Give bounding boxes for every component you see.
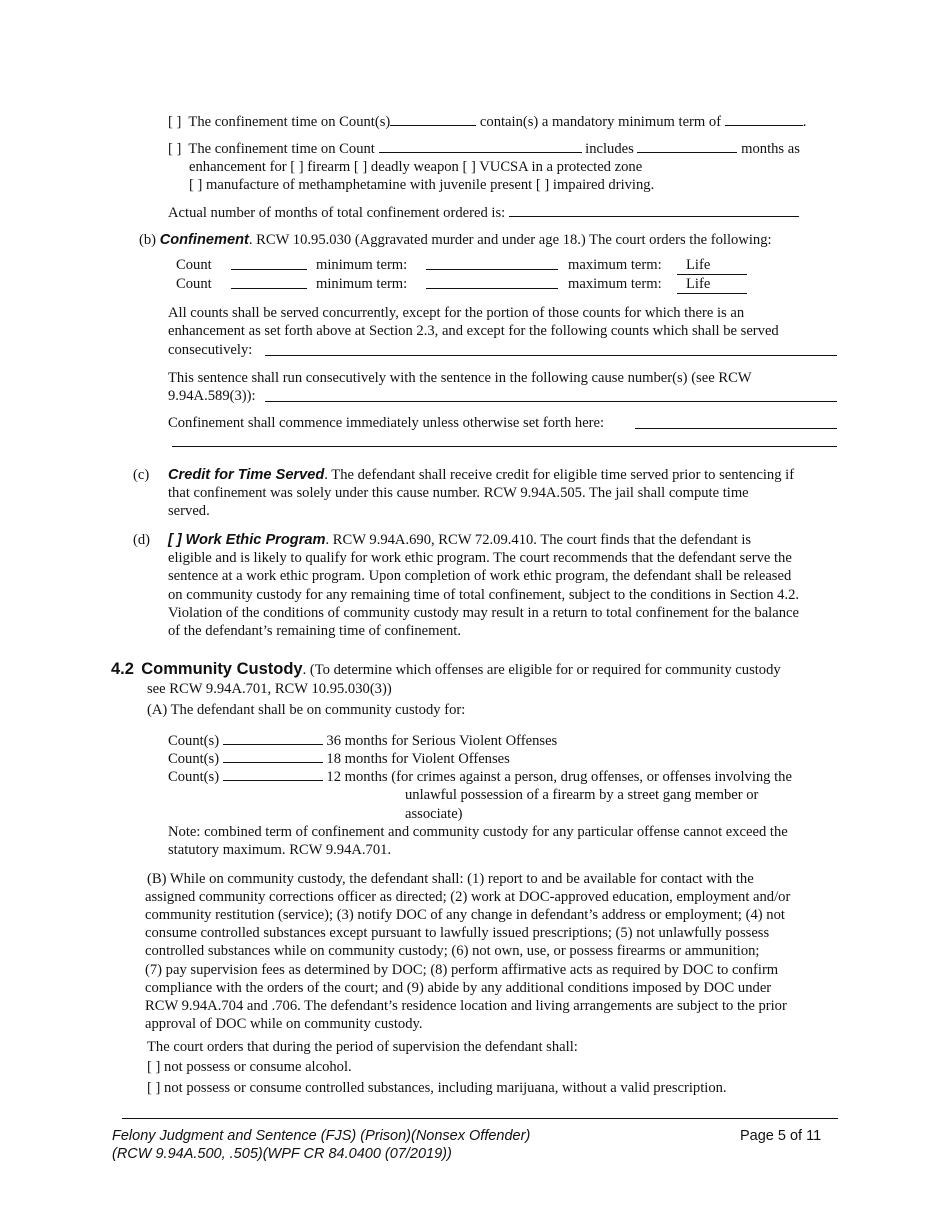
section-B-line: (7) pay supervision fees as determined by DOC; (8) perform affirmative acts as required by DOC to confirm — [145, 962, 779, 978]
actual-months-label: Actual number of months of total confinement ordered is: — [168, 205, 506, 221]
concurrent-line-2: enhancement as set forth above at Section 2.3, and except for the following counts which shall be served — [168, 323, 779, 339]
section-B-line: (B) While on community custody, the defendant shall: (1) report to and be available for contact with the — [147, 871, 754, 887]
section-B-line: compliance with the orders of the court; and (9) abide by any additional conditions imposed by DOC under — [145, 980, 772, 996]
count-blank[interactable] — [223, 750, 323, 763]
count-blank[interactable] — [223, 768, 323, 781]
section-42-title: Community Custody — [141, 660, 303, 678]
custody-term: 36 months for Serious Violent Offenses — [326, 733, 558, 749]
enhancement-text-a: The confinement time on Count — [188, 141, 375, 157]
custody-count-row — [168, 732, 557, 750]
commence-blank-2[interactable] — [172, 446, 837, 447]
footer-divider — [122, 1118, 838, 1119]
actual-months-blank[interactable] — [509, 204, 799, 217]
custody-count-row — [168, 750, 510, 768]
option-no-alcohol[interactable]: [ ] not possess or consume alcohol. — [147, 1059, 352, 1075]
section-42-text: . (To determine which offenses are eligible for or required for community custody — [302, 662, 781, 678]
section-d-line-1 — [168, 531, 751, 549]
option-no-controlled-substances[interactable]: [ ] not possess or consume controlled substances, including marijuana, without a valid prescription. — [147, 1080, 727, 1096]
section-B-line: community restitution (service); (3) notify DOC of any change in defendant’s address or employment; (4) not — [145, 907, 785, 923]
section-b-label: (b) — [139, 232, 157, 248]
consecutively-blank[interactable] — [265, 355, 837, 356]
min-term-label: minimum term: — [316, 276, 408, 292]
mandatory-min-text-a: The confinement time on Count(s) — [188, 114, 391, 130]
section-42-A: (A) The defendant shall be on community custody for: — [147, 702, 466, 718]
enhancement-text-c: months as — [741, 141, 800, 157]
min-term-blank[interactable] — [426, 276, 558, 289]
count-label: Count — [176, 257, 212, 273]
enhancement-line-3: [ ] manufacture of methamphetamine with juvenile present [ ] impaired driving. — [189, 177, 655, 193]
consecutive-line-2 — [168, 387, 256, 405]
footer-title-2: (RCW 9.94A.500, .505)(WPF CR 84.0400 (07/2019)) — [112, 1146, 452, 1162]
footer-title-1: Felony Judgment and Sentence (FJS) (Prison)(Nonsex Offender) — [112, 1128, 531, 1144]
note-line-1: Note: combined term of confinement and community custody for any particular offense cannot exceed the — [168, 824, 788, 840]
section-42-number: 4.2 — [111, 660, 134, 678]
custody-term-cont-2: associate) — [405, 806, 463, 822]
concurrent-line-3 — [168, 341, 252, 359]
section-d-line-2: eligible and is likely to qualify for work ethic program. The court recommends that the defendant serve the — [168, 550, 792, 566]
max-term-value: Life — [677, 256, 747, 275]
max-term-value: Life — [677, 275, 747, 294]
section-c-line-1 — [168, 466, 794, 484]
section-c-line-2: that confinement was solely under this cause number. RCW 9.94A.505. The jail shall compute time — [168, 485, 749, 501]
page-number: Page 5 of 11 — [740, 1128, 822, 1144]
count-blank[interactable] — [379, 140, 582, 153]
checkbox[interactable]: [ ] — [168, 114, 182, 130]
cause-number-blank[interactable] — [265, 401, 837, 402]
count-blank[interactable] — [390, 113, 476, 126]
concurrent-line-1: All counts shall be served concurrently, except for the portion of those counts for which there is an — [168, 305, 745, 321]
count-label: Count(s) — [168, 769, 220, 785]
custody-term: 18 months for Violent Offenses — [326, 751, 510, 767]
custody-count-row — [168, 768, 792, 786]
section-c-line-3: served. — [168, 503, 210, 519]
section-d-title: Work Ethic Program — [185, 532, 326, 548]
section-42-line-2: see RCW 9.94A.701, RCW 10.95.030(3)) — [147, 681, 392, 697]
actual-months-line — [168, 204, 799, 222]
term-blank[interactable] — [725, 113, 803, 126]
section-B-line: RCW 9.94A.704 and .706. The defendant’s residence location and living arrangements are subject to the prior — [145, 998, 787, 1014]
count-blank[interactable] — [231, 257, 307, 270]
section-B-line: controlled substances while on community custody; (6) not own, use, or possess firearms or ammunition; — [145, 943, 760, 959]
enhancement-text-b: includes — [585, 141, 634, 157]
count-label: Count(s) — [168, 733, 220, 749]
section-b-title: Confinement — [159, 232, 249, 248]
max-term-label: maximum term: — [568, 276, 662, 292]
section-b-heading — [139, 231, 772, 249]
custody-term: 12 months (for crimes against a person, drug offenses, or offenses involving the — [326, 769, 792, 785]
period: . — [802, 114, 807, 130]
section-d-text: . RCW 9.94A.690, RCW 72.09.410. The court finds that the defendant is — [325, 532, 752, 548]
section-B-line: assigned community corrections officer as directed; (2) work at DOC-approved education, employment and/or — [145, 889, 791, 905]
court-orders-line: The court orders that during the period of supervision the defendant shall: — [147, 1039, 578, 1055]
mandatory-min-text-b: contain(s) a mandatory minimum term of — [479, 114, 722, 130]
section-c-text: . The defendant shall receive credit for eligible time served prior to sentencing if — [324, 467, 795, 483]
mandatory-minimum-line — [168, 113, 806, 131]
commence-label: Confinement shall commence immediately unless otherwise set forth here: — [168, 415, 605, 431]
section-c-title: Credit for Time Served — [168, 467, 325, 483]
cause-number-label: 9.94A.589(3)): — [168, 388, 256, 404]
section-42-heading — [111, 660, 781, 679]
enhancement-line-1 — [168, 140, 800, 158]
consecutively-label: consecutively: — [168, 342, 253, 358]
commence-blank-1[interactable] — [635, 428, 837, 429]
count-label: Count(s) — [168, 751, 220, 767]
note-line-2: statutory maximum. RCW 9.94A.701. — [168, 842, 392, 858]
section-b-text: . RCW 10.95.030 (Aggravated murder and under age 18.) The court orders the following: — [248, 232, 772, 248]
commence-line — [168, 414, 604, 432]
section-d-line-5: Violation of the conditions of community custody may result in a return to total confinement for the balance — [168, 605, 799, 621]
count-label: Count — [176, 276, 212, 292]
section-B-line: approval of DOC while on community custody. — [145, 1016, 423, 1032]
section-d-line-4: on community custody for any remaining time of total confinement, subject to the conditions in Section 4.2. — [168, 587, 800, 603]
max-term-label: maximum term: — [568, 257, 662, 273]
count-blank[interactable] — [223, 732, 323, 745]
section-B-line: consume controlled substances except pursuant to lawfully issued prescriptions; (5) not unlawfully possess — [145, 925, 770, 941]
custody-term-cont-1: unlawful possession of a firearm by a street gang member or — [405, 787, 759, 803]
section-c-label: (c) — [133, 467, 150, 483]
section-d-line-6: of the defendant’s remaining time of confinement. — [168, 623, 461, 639]
consecutive-line-1: This sentence shall run consecutively with the sentence in the following cause number(s) (see RCW — [168, 370, 752, 386]
min-term-label: minimum term: — [316, 257, 408, 273]
checkbox[interactable]: [ ] — [168, 532, 182, 548]
months-blank[interactable] — [637, 140, 737, 153]
section-d-label: (d) — [133, 532, 151, 548]
section-d-line-3: sentence at a work ethic program. Upon completion of work ethic program, the defendant shall be released — [168, 568, 792, 584]
enhancement-line-2: enhancement for [ ] firearm [ ] deadly weapon [ ] VUCSA in a protected zone — [189, 159, 643, 175]
checkbox[interactable]: [ ] — [168, 141, 182, 157]
min-term-blank[interactable] — [426, 257, 558, 270]
count-blank[interactable] — [231, 276, 307, 289]
